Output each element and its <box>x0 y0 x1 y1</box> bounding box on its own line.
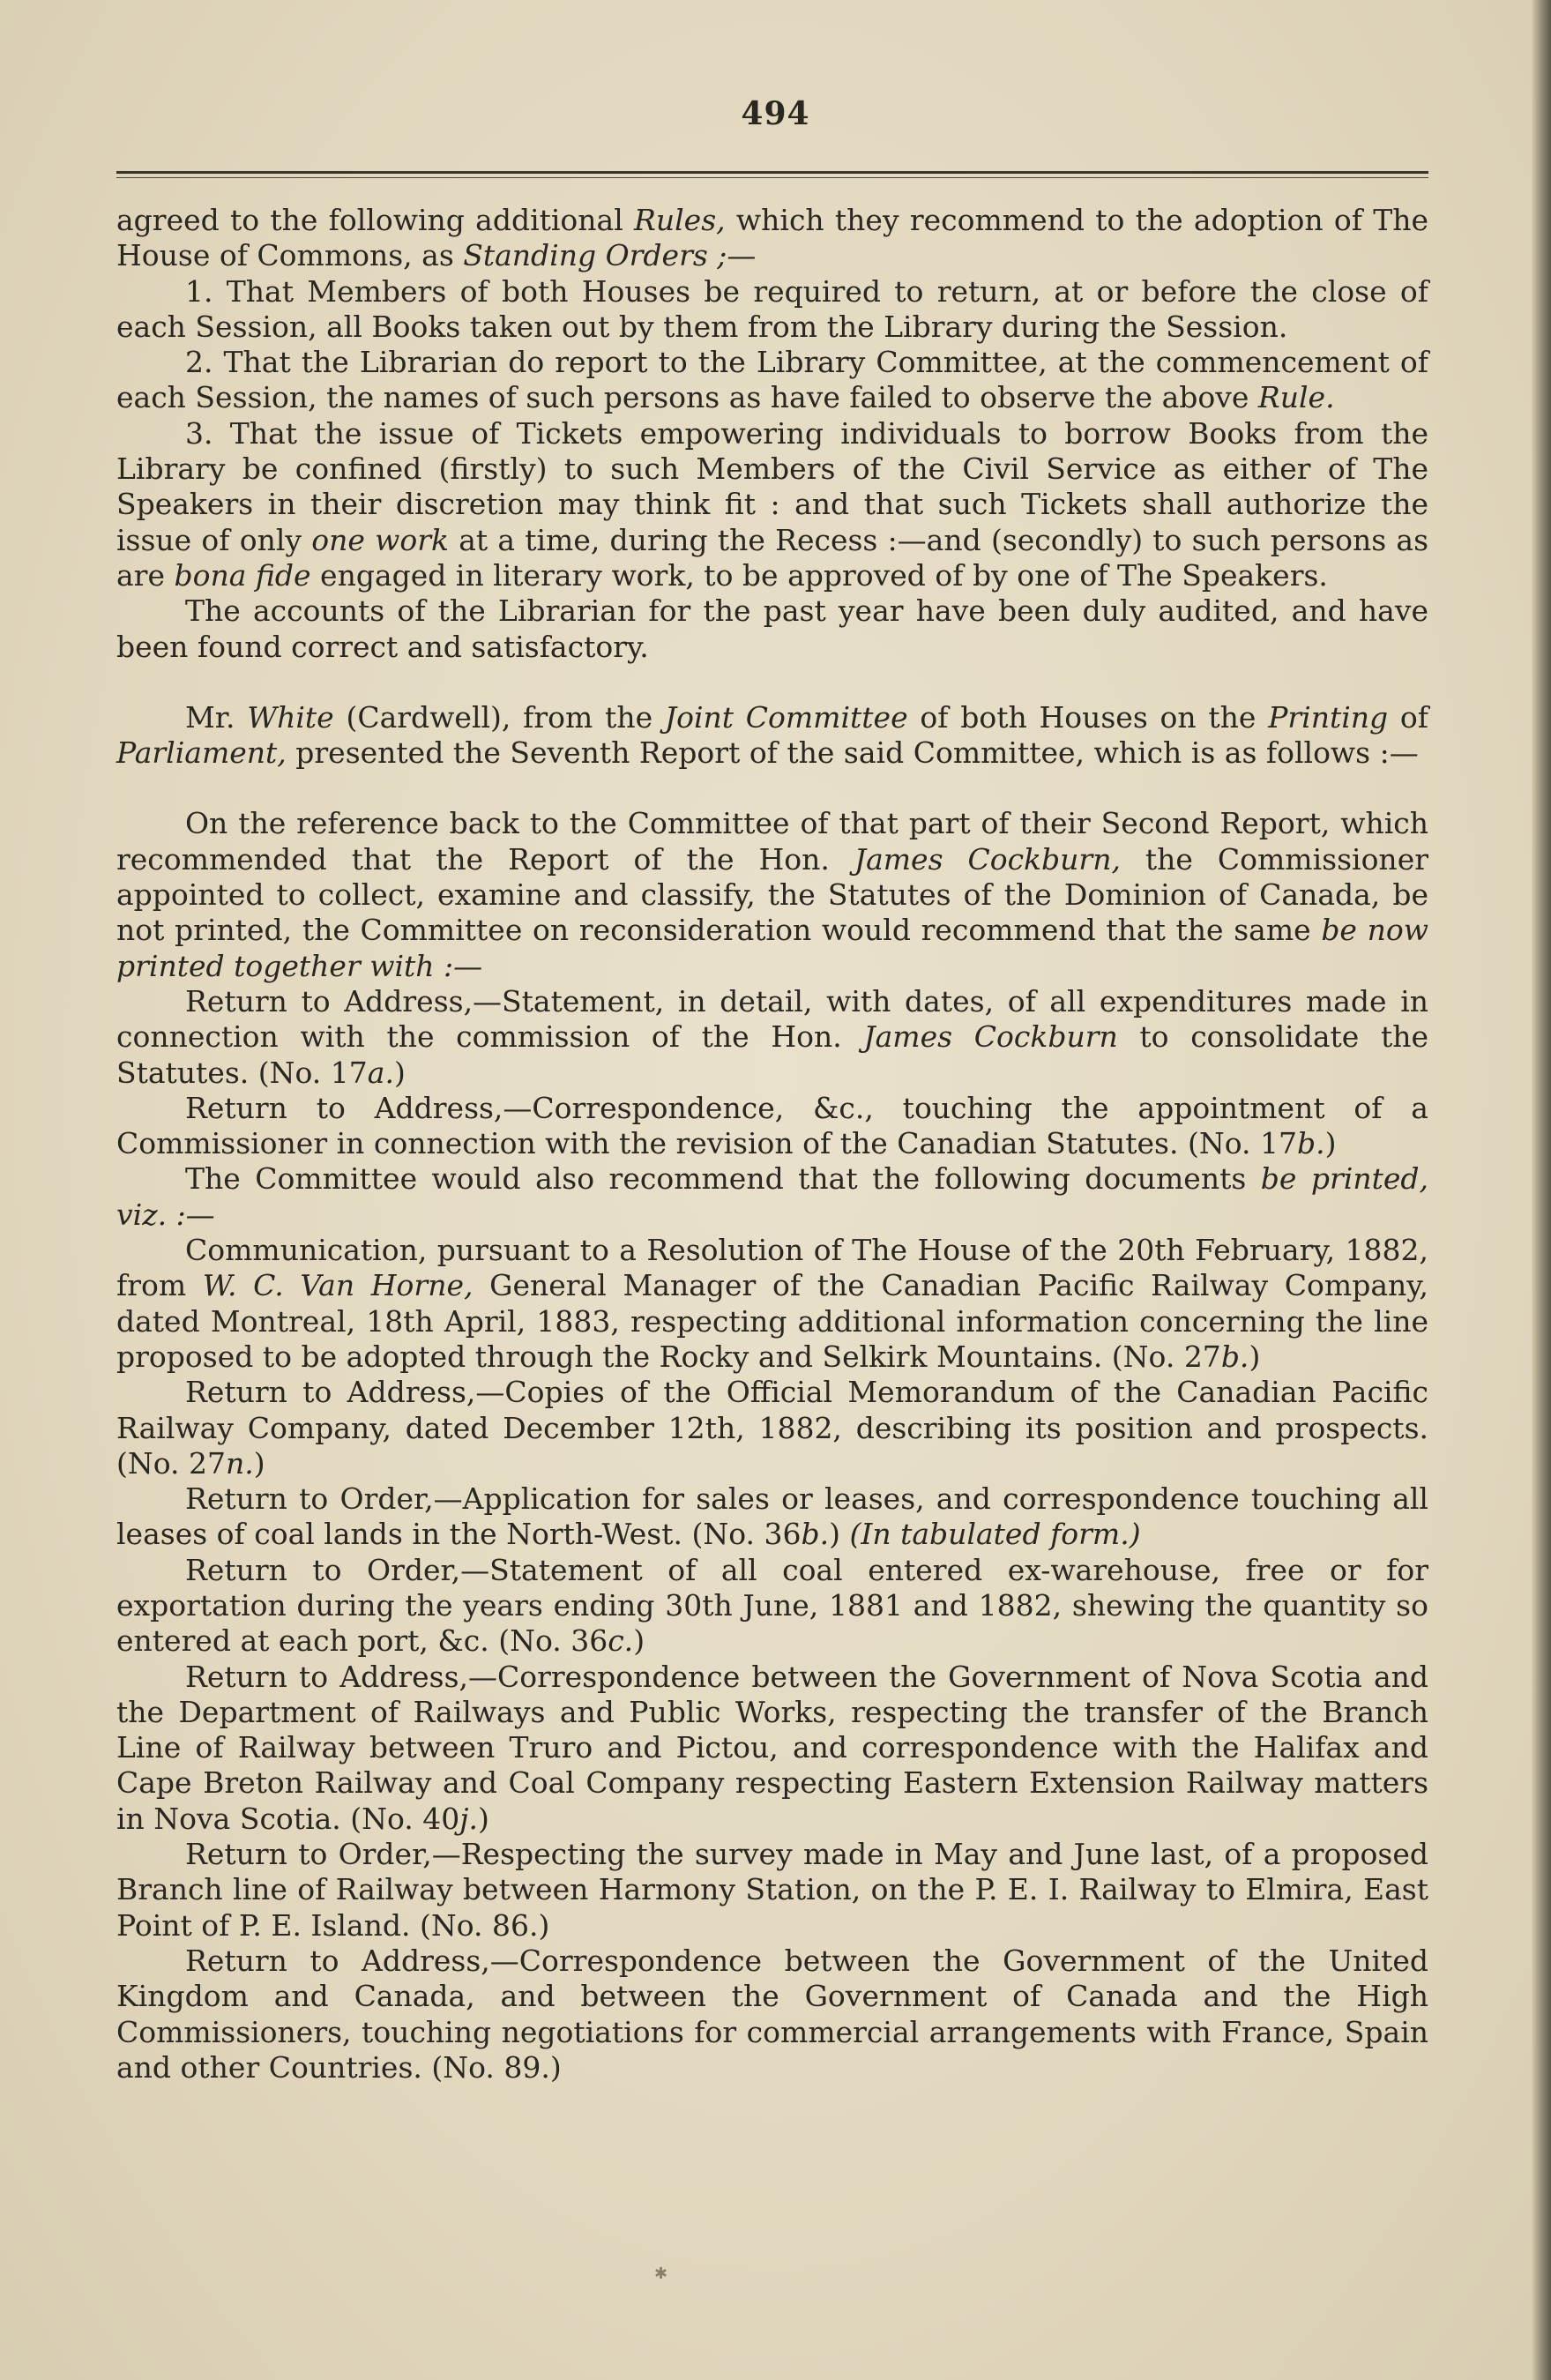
paragraph-rule-2: 2. That the Librarian do report to the Library Committee, at the commencement of each Session, the names of such persons as have failed to observe the above Rule. <box>116 345 1428 415</box>
paragraph-rule-1: 1. That Members of both Houses be required to return, at or before the close of each Session, all Books taken out by them from the Library during the Session. <box>116 273 1428 344</box>
page-number: 494 <box>741 95 810 132</box>
paragraph-return-89: Return to Address,—Correspondence between the Government of the United Kingdom and Canada, and between the Government of Canada and the High Commissioners, touching negotiations for commercial arrangements with France, Spain and other Countries. (No. 89.) <box>116 1943 1428 2085</box>
paragraph-communication-27b: Communication, pursuant to a Resolution of The House of the 20th February, 1882, from W. C. Van Horne, General Manager of the Canadian Pacific Railway Company, dated Montreal, 18th April, 1883, respecting additional information concerning the line proposed to be adopted through the Rocky and Selkirk Mountains. (No. 27b.) <box>116 1233 1428 1374</box>
paragraph-rules-intro: agreed to the following additional Rules, which they recommend to the adoption of The House of Commons, as Standing Orders ;— <box>116 203 1428 273</box>
paragraph-return-86: Return to Order,—Respecting the survey made in May and June last, of a proposed Branch line of Railway between Harmony Station, on the P. E. I. Railway to Elmira, East Point of P. E. Island. (No. 86.) <box>116 1837 1428 1943</box>
header-rule-thin <box>116 177 1428 178</box>
paragraph-return-40j: Return to Address,—Correspondence between the Government of Nova Scotia and the Department of Railways and Public Works, respecting the transfer of the Branch Line of Railway between Truro and Pictou, and correspondence with the Halifax and Cape Breton Railway and Coal Company respecting Eastern Extension Railway matters in Nova Scotia. (No. 40j.) <box>116 1659 1428 1836</box>
paragraph-also-recommend: The Committee would also recommend that the following documents be printed, viz. :— <box>116 1161 1428 1232</box>
book-spine-shadow <box>1532 0 1551 2380</box>
paragraph-return-17b: Return to Address,—Correspondence, &c., touching the appointment of a Commissioner in connection with the revision of the Canadian Statutes. (No. 17b.) <box>116 1090 1428 1161</box>
paragraph-reference-back: On the reference back to the Committee of that part of their Second Report, which recommended that the Report of the Hon. James Cockburn, the Commissioner appointed to collect, examine and classify, the Statutes of the Dominion of Canada, be not printed, the Committee on reconsideration would recommend that the same be now printed together with :— <box>116 806 1428 983</box>
paragraph-return-27n: Return to Address,—Copies of the Official Memorandum of the Canadian Pacific Railway Company, dated December 12th, 1882, describing its position and prospects. (No. 27n.) <box>116 1375 1428 1481</box>
header-rule <box>116 171 1428 174</box>
paragraph-return-36c: Return to Order,—Statement of all coal entered ex-warehouse, free or for exportation during the years ending 30th June, 1881 and 1882, shewing the quantity so entered at each port, &c. (No. 36c.) <box>116 1552 1428 1659</box>
body-text <box>116 203 1428 2085</box>
paragraph-white-report: Mr. White (Cardwell), from the Joint Committee of both Houses on the Printing of Parliament, presented the Seventh Report of the said Committee, which is as follows :— <box>116 699 1429 771</box>
paragraph-rule-3: 3. That the issue of Tickets empowering individuals to borrow Books from the Library be confined (firstly) to such Members of the Civil Service as either of The Speakers in their discretion may think fit : and that such Tickets shall authorize the issue of only one work at a time, during the Recess :—and (secondly) to such persons as are bona fide engaged in literary work, to be approved of by one of The Speakers. <box>116 415 1428 593</box>
paragraph-accounts: The accounts of the Librarian for the past year have been duly audited, and have been found correct and satisfactory. <box>116 593 1428 664</box>
printer-mark-icon: ✱ <box>654 2264 668 2283</box>
paragraph-return-17a: Return to Address,—Statement, in detail, with dates, of all expenditures made in connection with the commission of the Hon. James Cockburn to consolidate the Statutes. (No. 17a.) <box>116 983 1429 1090</box>
paragraph-return-36b: Return to Order,—Application for sales or leases, and correspondence touching all leases of coal lands in the North-West. (No. 36b.) (In tabulated form.) <box>116 1481 1428 1552</box>
